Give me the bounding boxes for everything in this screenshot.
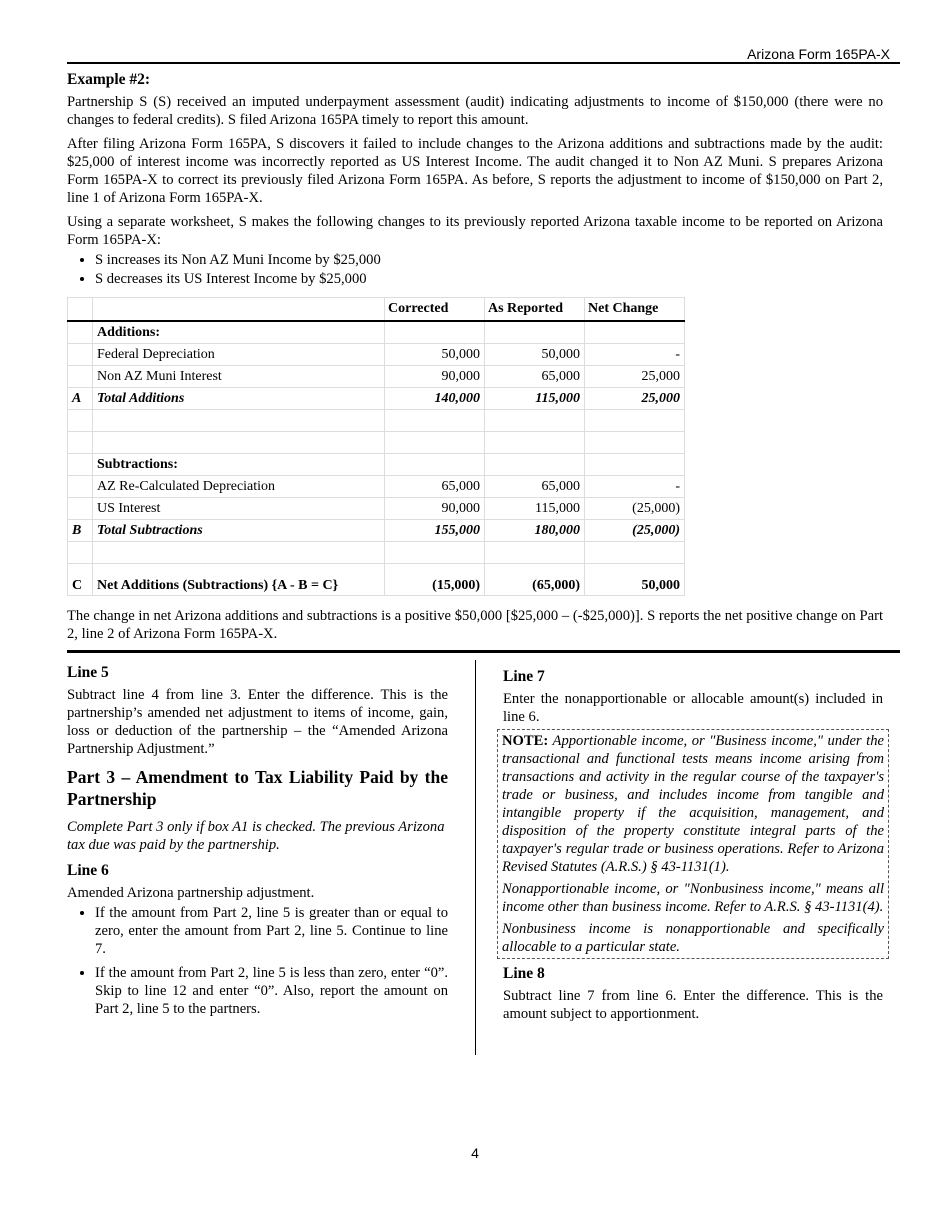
table-row xyxy=(68,520,685,542)
form-header: Arizona Form 165PA-X xyxy=(747,46,890,62)
row-letter xyxy=(68,476,93,498)
table-row xyxy=(68,454,685,476)
part3-title: Part 3 – Amendment to Tax Liability Paid by the Partnership xyxy=(67,767,448,809)
worksheet-table xyxy=(67,297,685,596)
amount-cell: (65,000) xyxy=(485,564,585,596)
right-column xyxy=(503,668,883,1029)
line6-title: Line 6 xyxy=(67,862,109,879)
row-letter xyxy=(68,344,93,366)
amount-cell: 50,000 xyxy=(585,564,685,596)
table-row xyxy=(68,366,685,388)
column-header: As Reported xyxy=(485,298,585,322)
amount-cell: - xyxy=(585,344,685,366)
amount-cell: 25,000 xyxy=(585,388,685,410)
amount-cell xyxy=(485,454,585,476)
row-letter xyxy=(68,321,93,344)
table-row xyxy=(68,498,685,520)
table-row xyxy=(68,344,685,366)
amount-cell: 50,000 xyxy=(385,344,485,366)
row-letter xyxy=(68,432,93,454)
column-header: Net Change xyxy=(585,298,685,322)
header-rule xyxy=(67,62,900,64)
bullet-item: • If the amount from Part 2, line 5 is greater than or equal to zero, enter the amount from Part 2, line 5. Continue to line 7. xyxy=(95,904,448,958)
amount-cell xyxy=(385,542,485,564)
note-box xyxy=(497,729,889,959)
line7-text: Enter the nonapportionable or allocable amount(s) included in line 6. xyxy=(503,691,883,725)
table-row xyxy=(68,542,685,564)
amount-cell xyxy=(385,321,485,344)
amount-cell xyxy=(485,432,585,454)
example-bullets xyxy=(67,251,883,288)
example-paragraph-2: After filing Arizona Form 165PA, S discovers it failed to include changes to the Arizona additions and subtractions made by the audit: $25,000 of interest income was incorrectly reported as US Interest Income. The audit changed it to Non AZ Muni. S prepares Arizona Form 165PA-X to correct its previously filed Arizona Form 165PA. As before, S reports the adjustment to income of $150,000 on Part 2, line 1 of Arizona Form 165PA-X. xyxy=(67,136,883,206)
note-paragraph-1: Apportionable income, or "Business income," under the transactional and functional tests means income arising from transactions and activity in the regular course of the taxpayer's trade or business, and includes income from tangible and intangible property if the acquisition, management, and disposition of the property constitute integral parts of the taxpayer's regular trade or business operations. Refer to Arizona Revised Statutes (A.R.S.) § 43-1131(1). xyxy=(502,733,884,875)
row-label: Non AZ Muni Interest xyxy=(93,366,385,388)
page-number: 4 xyxy=(471,1145,479,1161)
row-letter xyxy=(68,410,93,432)
amount-cell: 65,000 xyxy=(485,476,585,498)
amount-cell xyxy=(385,410,485,432)
line7-title: Line 7 xyxy=(503,668,545,685)
change-summary: The change in net Arizona additions and subtractions is a positive $50,000 [$25,000 – (-$25,000)]. S reports the net positive change on Part 2, line 2 of Arizona Form 165PA-X. xyxy=(67,608,883,642)
amount-cell xyxy=(485,542,585,564)
row-label: Subtractions: xyxy=(93,454,385,476)
table-row xyxy=(68,432,685,454)
row-letter: B xyxy=(68,520,93,542)
table-row xyxy=(68,321,685,344)
line5-title: Line 5 xyxy=(67,664,109,681)
row-label: Total Subtractions xyxy=(93,520,385,542)
amount-cell xyxy=(585,432,685,454)
amount-cell: 25,000 xyxy=(585,366,685,388)
amount-cell: 115,000 xyxy=(485,498,585,520)
row-letter: C xyxy=(68,564,93,596)
amount-cell xyxy=(585,410,685,432)
amount-cell xyxy=(585,542,685,564)
bullet-item: • If the amount from Part 2, line 5 is less than zero, enter “0”. Skip to line 12 and enter “0”. Also, report the amount on Part 2, line 5 to the partners. xyxy=(95,964,448,1018)
line6-text: Amended Arizona partnership adjustment. xyxy=(67,885,315,901)
column-divider xyxy=(475,660,476,1055)
table-row xyxy=(68,476,685,498)
example-section xyxy=(67,71,883,294)
amount-cell: (25,000) xyxy=(585,498,685,520)
amount-cell xyxy=(485,410,585,432)
amount-cell: 180,000 xyxy=(485,520,585,542)
row-letter xyxy=(68,498,93,520)
row-label: US Interest xyxy=(93,498,385,520)
row-label: AZ Re-Calculated Depreciation xyxy=(93,476,385,498)
table-row xyxy=(68,388,685,410)
note-paragraph-3: Nonbusiness income is nonapportionable and specifically allocable to a particular state. xyxy=(502,921,884,955)
row-label: Total Additions xyxy=(93,388,385,410)
example-title: Example #2: xyxy=(67,71,151,88)
example-paragraph-1: Partnership S (S) received an imputed underpayment assessment (audit) indicating adjustments to income of $150,000 (there were no changes to federal credits). S filed Arizona 165PA timely to report this amount. xyxy=(67,94,883,128)
table-row xyxy=(68,410,685,432)
note-paragraph-2: Nonapportionable income, or "Nonbusiness income," means all income other than business income. Refer to A.R.S. § 43-1131(4). xyxy=(502,881,884,915)
column-header: Corrected xyxy=(385,298,485,322)
part3-text: Complete Part 3 only if box A1 is checked. The previous Arizona tax due was paid by the partnership. xyxy=(67,819,445,853)
note-label: NOTE: xyxy=(502,733,549,749)
amount-cell: 65,000 xyxy=(385,476,485,498)
amount-cell xyxy=(385,454,485,476)
row-label xyxy=(93,410,385,432)
row-label: Net Additions (Subtractions) {A - B = C} xyxy=(93,564,385,596)
amount-cell: 155,000 xyxy=(385,520,485,542)
row-label xyxy=(93,432,385,454)
row-letter xyxy=(68,454,93,476)
amount-cell: (15,000) xyxy=(385,564,485,596)
amount-cell: 65,000 xyxy=(485,366,585,388)
row-label xyxy=(93,542,385,564)
amount-cell xyxy=(385,432,485,454)
amount-cell: 50,000 xyxy=(485,344,585,366)
example-paragraph-3: Using a separate worksheet, S makes the following changes to its previously reported Arizona taxable income to be reported on Arizona Form 165PA-X: xyxy=(67,214,883,248)
line8-title: Line 8 xyxy=(503,965,545,982)
amount-cell: 90,000 xyxy=(385,498,485,520)
column-header xyxy=(93,298,385,322)
table-row xyxy=(68,564,685,596)
amount-cell: 115,000 xyxy=(485,388,585,410)
row-label: Federal Depreciation xyxy=(93,344,385,366)
amount-cell: 140,000 xyxy=(385,388,485,410)
amount-cell: (25,000) xyxy=(585,520,685,542)
amount-cell xyxy=(485,321,585,344)
bullet-item: • S increases its Non AZ Muni Income by $25,000 xyxy=(95,251,883,269)
row-letter: A xyxy=(68,388,93,410)
column-header xyxy=(68,298,93,322)
line5-text: Subtract line 4 from line 3. Enter the difference. This is the partnership’s amended net adjustment to items of income, gain, loss or deduction of the partnership – the “Amended Arizona Partnership Adjustment.” xyxy=(67,687,448,757)
line8-text: Subtract line 7 from line 6. Enter the difference. This is the amount subject to apportionment. xyxy=(503,988,883,1022)
row-letter xyxy=(68,366,93,388)
amount-cell: 90,000 xyxy=(385,366,485,388)
row-label: Additions: xyxy=(93,321,385,344)
amount-cell xyxy=(585,321,685,344)
row-letter xyxy=(68,542,93,564)
bullet-item: • S decreases its US Interest Income by $25,000 xyxy=(95,270,883,288)
line6-bullets xyxy=(67,904,448,1018)
section-rule xyxy=(67,650,900,653)
amount-cell: - xyxy=(585,476,685,498)
left-column xyxy=(67,664,448,1024)
amount-cell xyxy=(585,454,685,476)
